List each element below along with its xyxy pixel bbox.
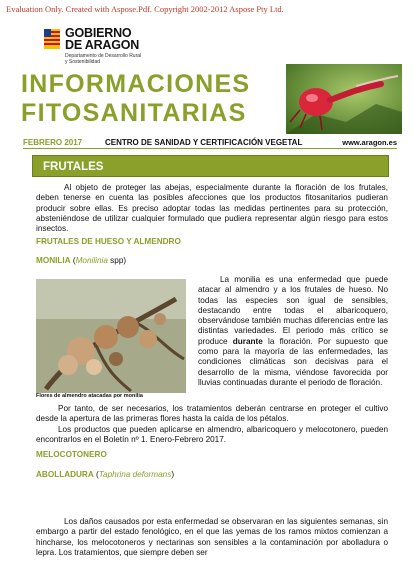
- issuing-center: CENTRO DE SANIDAD Y CERTIFICACIÓN VEGETAL: [105, 138, 303, 147]
- header-divider: [23, 148, 397, 149]
- logo-line-4: y Sostenibilidad: [65, 59, 101, 65]
- monilia-bold: durante: [232, 336, 263, 346]
- logo-line-3: Departamento de Desarrollo Rural: [65, 53, 142, 59]
- monilia-latin: Monilinia: [75, 256, 108, 265]
- aragon-flag-icon: [44, 29, 60, 49]
- monilia-name: MONILIA: [36, 256, 71, 265]
- title-line-1: INFORMACIONES: [21, 70, 251, 98]
- photo-caption: Flores de almendro atacadas por monilia: [36, 393, 143, 399]
- title-line-2: FITOSANITARIAS: [21, 99, 247, 127]
- abolladura-name: ABOLLADURA: [36, 470, 94, 479]
- monilia-text-b: la floración. Por supuesto que como para la mayoría de las enfermedades, las condiciones climáticas son decisivas para el desarrollo de la misma, viéndose favorecida por lluvias continuadas durante el periodo de floración.: [198, 336, 388, 387]
- intro-paragraph: Al objeto de proteger las abejas, especialmente durante la floración de los frutales, deben tenerse en cuenta las posibles afecciones que los productos fitosanitarios pudieran producir sobre ellas. Es preciso adoptar todas las medidas pertinentes para su protección, absteniéndose de utilizar cualquier formulado que pudiera representar algún riesgo para estos insectos.: [36, 183, 388, 234]
- website-link[interactable]: www.aragon.es: [342, 138, 397, 147]
- abolladura-paren-open: (: [93, 470, 99, 479]
- heading-monilia: [36, 256, 126, 265]
- heading-melocotonero: MELOCOTONERO: [36, 450, 107, 459]
- abolladura-paragraph-1: Los daños causados por esta enfermedad se observaran en las siguientes semanas, sin embargo a partir del estado fenológico, en el que las yemas de los ramos mixtos comienzan a hincharse, los melocotoneros y nectarinas son sensibles a la contaminación por abolladura o lepra. Los tratamientos, que siempre deben ser: [36, 517, 388, 557]
- monilia-text-a: La monilia es una enfermedad que puede atacar al almendro y a los frutales de hueso. No todas las especies son igual de sensibles, destacando entre todas el albaricoquero, observándose también muchas diferencias entre las distintas variedades. El periodo más crítico se produce: [198, 275, 388, 346]
- monilia-paragraph-1: [198, 275, 388, 388]
- insect-photo: [286, 64, 402, 134]
- page-title: [21, 70, 250, 128]
- abolladura-paren-close: ): [171, 470, 175, 479]
- monilia-paragraph-2: Por tanto, de ser necesarios, los tratamientos deberán centrarse en proteger el cultivo desde la apertura de las primeras flores hasta la caída de los pétalos.: [36, 404, 388, 424]
- logo-line-1: GOBIERNO: [65, 26, 132, 40]
- heading-frutales-hueso: FRUTALES DE HUESO Y ALMENDRO: [36, 237, 181, 246]
- evaluation-watermark: Evaluation Only. Created with Aspose.Pdf. Copyright 2002-2012 Aspose Pty Ltd.: [6, 4, 284, 14]
- abolladura-latin: Taphrina deformans: [98, 470, 172, 479]
- section-banner: FRUTALES: [32, 155, 389, 177]
- almond-flowers-photo: [36, 279, 186, 393]
- monilia-paren-close: spp): [107, 256, 127, 265]
- monilia-paren-open: (: [70, 256, 76, 265]
- heading-abolladura: [36, 470, 174, 479]
- bulletin-date: FEBRERO 2017: [23, 138, 83, 147]
- gobierno-aragon-logo: [44, 27, 141, 65]
- logo-line-2: DE ARAGON: [65, 38, 140, 52]
- monilia-paragraph-3: Los productos que pueden aplicarse en almendro, albaricoquero y melocotonero, pueden encontrarlos en el Boletín nº 1. Enero-Febrero 2017.: [36, 425, 388, 445]
